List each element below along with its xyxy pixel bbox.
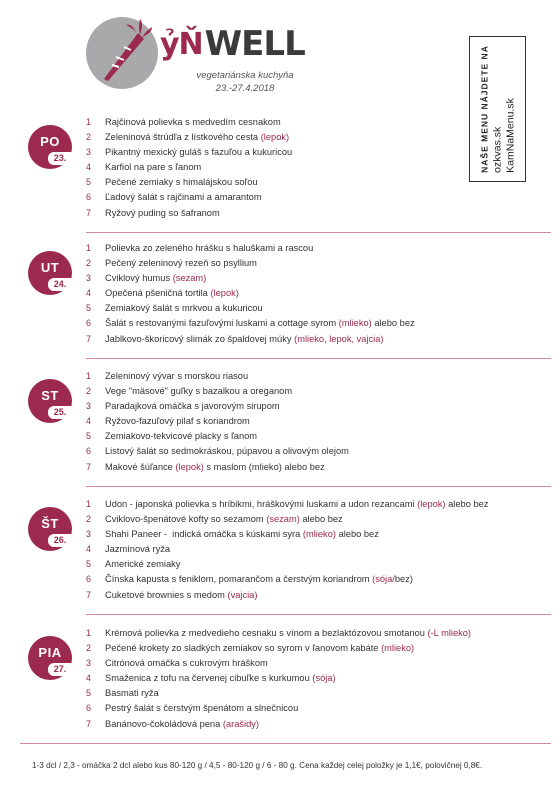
item-number: 1 — [86, 371, 92, 381]
menu-item — [86, 527, 488, 542]
menu-item — [86, 671, 471, 686]
menu-dates: 23.-27.4.2018 — [215, 83, 275, 94]
day-code: ŠT — [41, 516, 59, 531]
brand-word: WELL — [204, 24, 305, 64]
item-name: Krémová polievka z medvedieho cesnaku s vínom a bezlaktózovou smotanou — [105, 628, 428, 638]
menu-item — [86, 572, 488, 587]
item-name: Vege "mäsové" guľky s bazalkou a oreganom — [105, 386, 293, 397]
site-link-kamnamenu[interactable]: KamNaMenu.sk — [504, 98, 516, 173]
item-name: Pečené krokety zo sladkých zemiakov so syrom v ľanovom kabáte — [105, 643, 382, 654]
menu-item — [86, 145, 292, 160]
menu-item-list — [86, 241, 415, 347]
menu-item-list — [86, 369, 349, 475]
menu-item-list — [86, 497, 488, 603]
item-number: 6 — [86, 192, 92, 203]
item-number: 4 — [86, 416, 92, 427]
item-name: Paradajková omáčka s javorovým sirupom — [105, 401, 280, 412]
item-number: 7 — [86, 718, 92, 729]
item-name: Cviklový humus — [105, 273, 173, 284]
item-number: 4 — [86, 673, 92, 684]
item-name: Zemiakovo-tekvicové placky s ľanom — [105, 431, 258, 442]
menu-item-list — [86, 115, 292, 221]
day-code: PO — [40, 134, 60, 149]
item-allergen: (sója) — [312, 673, 336, 684]
menu-item — [86, 497, 488, 512]
item-allergen: (mlieko) — [302, 529, 336, 540]
brand-logo — [160, 24, 305, 64]
menu-item — [86, 160, 292, 175]
item-name: Smaženica z tofu na červenej cibuľke s kurkumou — [105, 673, 313, 684]
day-badge — [28, 636, 72, 680]
carrot-icon — [86, 17, 158, 89]
item-allergen: (mlieko, lepok, vajcia) — [294, 333, 384, 344]
item-name: Shahi Paneer - indická omáčka s kúskami syra — [105, 529, 303, 540]
item-number: 5 — [86, 688, 92, 699]
day-date: 25. — [48, 406, 72, 419]
brand-mark: ỷŇ — [160, 26, 203, 62]
item-number: 3 — [86, 147, 92, 158]
item-number: 2 — [86, 132, 92, 143]
item-number: 4 — [86, 544, 92, 555]
item-number: 5 — [86, 431, 92, 442]
item-name: Ryžový puding so šafranom — [105, 207, 220, 218]
day-badge — [28, 251, 72, 295]
item-number: 1 — [86, 628, 92, 638]
item-name: Banánovo-čokoládová pena — [105, 718, 223, 729]
item-name: Jazmínová ryža — [105, 544, 171, 555]
item-name: Polievka zo zeleného hrášku s haluškami a rascou — [105, 243, 314, 253]
menu-sites-box — [469, 36, 526, 182]
item-name: Citrónová omáčka s cukrovým hráškom — [105, 658, 268, 669]
item-name: Cuketové brownies s medom — [105, 589, 228, 600]
item-allergen: (sezam) — [172, 273, 207, 284]
menu-item — [86, 256, 415, 271]
menu-item — [86, 686, 471, 701]
day-code: UT — [40, 260, 60, 275]
day-badge — [28, 379, 72, 423]
section-divider — [86, 486, 551, 487]
menu-item — [86, 444, 349, 459]
menu-item — [86, 512, 488, 527]
item-allergen: (lepok) — [210, 288, 239, 299]
item-allergen: (lepok) — [260, 132, 290, 143]
item-number: 4 — [86, 162, 92, 173]
item-allergen: (sezam) — [266, 514, 300, 525]
item-name: Zeleninová štrúdľa z lístkového cesta — [105, 132, 261, 143]
item-suffix: alebo bez — [299, 514, 343, 525]
item-name: Pestrý šalát s čerstvým špenátom a slnečnicou — [105, 703, 299, 714]
menu-item — [86, 286, 415, 301]
item-name: Basmati ryža — [105, 688, 159, 699]
menu-item — [86, 190, 292, 205]
day-date: 27. — [48, 663, 72, 676]
menu-item — [86, 271, 415, 286]
item-suffix: s maslom (mlieko) alebo bez — [203, 461, 325, 472]
item-number: 5 — [86, 559, 92, 570]
price-footer: 1-3 dcl / 2,3 - omáčka 2 dcl alebo kus 80-120 g / 4,5 - 80-120 g / 6 - 80 g. Cena každej celej položky je 1,1€, polovičnej 0,8€. — [32, 761, 483, 770]
item-number: 2 — [86, 514, 92, 525]
menu-item — [86, 384, 349, 399]
item-number: 6 — [86, 703, 92, 714]
menu-item — [86, 301, 415, 316]
item-number: 3 — [86, 401, 92, 412]
item-number: 5 — [86, 303, 92, 314]
menu-item — [86, 656, 471, 671]
section-divider — [86, 358, 551, 359]
item-number: 3 — [86, 529, 92, 540]
item-suffix: alebo bez — [371, 318, 415, 329]
item-name: Karfiol na pare s ľanom — [105, 162, 202, 173]
menu-item — [86, 369, 349, 384]
item-suffix: alebo bez — [445, 499, 489, 509]
day-code: ST — [41, 388, 59, 403]
item-name: Pikantný mexický guláš s fazuľou a kukuricou — [105, 147, 293, 158]
section-divider — [20, 743, 551, 744]
item-suffix: alebo bez — [335, 529, 379, 540]
section-divider — [86, 232, 551, 233]
item-number: 2 — [86, 258, 92, 269]
item-name: Zeleninový vývar s morskou riasou — [105, 371, 249, 381]
section-divider — [86, 614, 551, 615]
menu-item — [86, 316, 415, 331]
menu-item — [86, 542, 488, 557]
item-name: Pečené zemiaky s himalájskou soľou — [105, 177, 258, 188]
item-number: 7 — [86, 207, 92, 218]
menu-item — [86, 588, 488, 603]
item-name: Udon - japonská polievka s hríbikmi, hráškovými luskami a udon rezancami — [105, 499, 418, 509]
menu-item — [86, 130, 292, 145]
item-number: 2 — [86, 643, 92, 654]
day-date: 26. — [48, 534, 72, 547]
item-name: Jablkovo-škoricový slimák zo špaldovej múky — [105, 333, 295, 344]
item-allergen: (lepok) — [175, 461, 204, 472]
day-date: 23. — [48, 152, 72, 165]
item-allergen: (lepok) — [417, 499, 446, 509]
menu-item — [86, 460, 349, 475]
item-allergen: (mlieko) — [381, 643, 415, 654]
sites-heading: NAŠE MENU NÁJDETE NA — [479, 45, 489, 173]
subtitle: vegetariánska kuchyňa — [196, 70, 294, 81]
menu-item — [86, 332, 415, 347]
menu-item-list — [86, 626, 471, 732]
menu-item — [86, 626, 471, 641]
menu-item — [86, 429, 349, 444]
item-suffix: bez) — [394, 574, 413, 585]
menu-item — [86, 701, 471, 716]
item-name: Makové šúľance — [105, 461, 176, 472]
item-allergen: (mlieko) — [338, 318, 372, 329]
item-name: Ryžovo-fazuľový pilaf s koriandrom — [105, 416, 250, 427]
item-number: 6 — [86, 318, 92, 329]
item-allergen: (-L mlieko) — [427, 628, 472, 638]
item-number: 3 — [86, 273, 92, 284]
item-number: 7 — [86, 461, 92, 472]
item-number: 2 — [86, 386, 92, 397]
item-name: Cviklovo-špenátové kofty so sezamom — [105, 514, 267, 525]
item-number: 6 — [86, 574, 92, 585]
menu-item — [86, 206, 292, 221]
item-number: 7 — [86, 333, 92, 344]
item-number: 3 — [86, 658, 92, 669]
menu-item — [86, 241, 415, 256]
item-name: Listový šalát so sedmokráskou, púpavou a olivovým olejom — [105, 446, 349, 457]
item-name: Čínska kapusta s feniklom, pomarančom a čerstvým koriandrom — [105, 574, 373, 585]
day-code: PIA — [38, 645, 62, 660]
day-date: 24. — [48, 278, 72, 291]
menu-item — [86, 717, 471, 732]
item-name: Ľadový šalát s rajčinami a amarantom — [105, 192, 262, 203]
item-allergen: (sója/ — [372, 574, 395, 585]
day-badge — [28, 507, 72, 551]
item-number: 1 — [86, 243, 92, 253]
item-name: Zemiakový šalát s mrkvou a kukuricou — [105, 303, 263, 314]
item-name: Rajčinová polievka s medvedím cesnakom — [105, 117, 281, 127]
item-number: 6 — [86, 446, 92, 457]
item-number: 1 — [86, 117, 92, 127]
item-number: 1 — [86, 499, 92, 509]
item-name: Americké zemiaky — [105, 559, 181, 570]
item-allergen: (vajcia) — [227, 589, 258, 600]
item-number: 4 — [86, 288, 92, 299]
day-badge — [28, 125, 72, 169]
item-number: 7 — [86, 589, 92, 600]
menu-item — [86, 641, 471, 656]
item-allergen: (arašidy) — [222, 718, 260, 729]
menu-item — [86, 175, 292, 190]
item-name: Šalát s restovanými fazuľovými luskami a cottage syrom — [105, 318, 339, 329]
menu-item — [86, 115, 292, 130]
menu-item — [86, 414, 349, 429]
site-link-ozkvas[interactable]: ozkvas.sk — [491, 126, 503, 173]
item-number: 5 — [86, 177, 92, 188]
item-name: Pečený zeleninový rezeň so psyllium — [105, 258, 257, 269]
menu-item — [86, 399, 349, 414]
item-name: Opečená pšeničná tortila — [105, 288, 211, 299]
menu-item — [86, 557, 488, 572]
